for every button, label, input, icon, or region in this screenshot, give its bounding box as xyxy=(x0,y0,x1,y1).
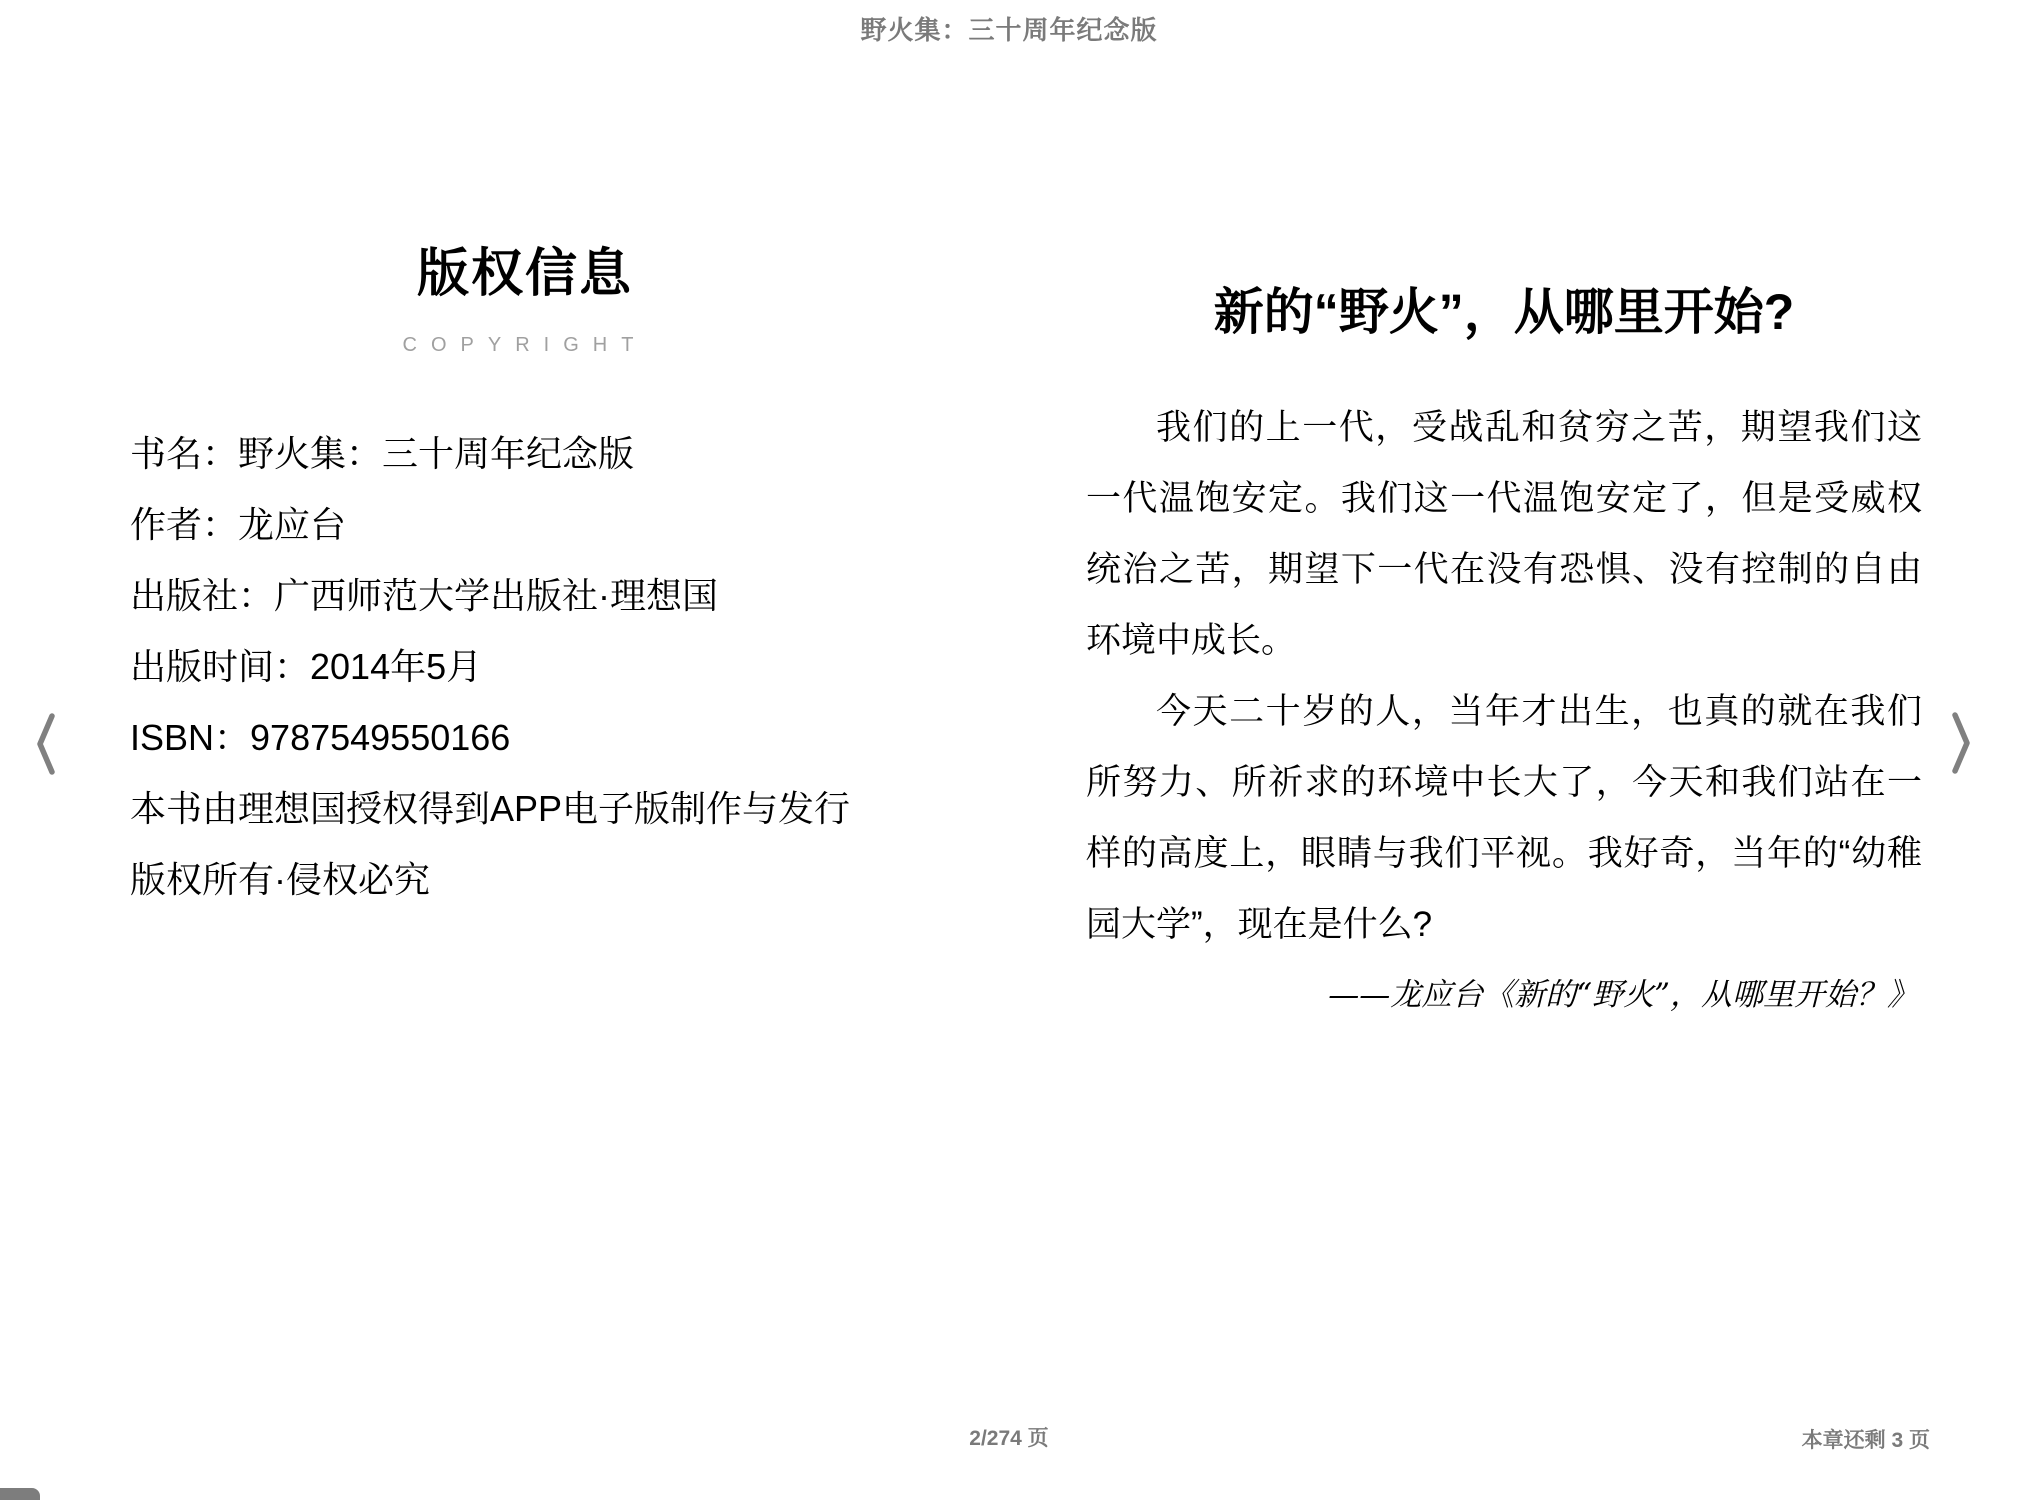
info-label: 作者： xyxy=(130,504,239,545)
chevron-right-icon xyxy=(1941,703,1981,783)
info-label: ISBN： xyxy=(130,717,251,758)
chapter-remaining: 本章还剩 3 页 xyxy=(1801,1429,1930,1452)
info-book-name xyxy=(130,418,850,489)
info-value: 版权所有·侵权必究 xyxy=(130,859,430,900)
chapter-body xyxy=(1086,392,1922,1031)
info-author xyxy=(130,489,850,560)
info-isbn xyxy=(130,702,850,773)
info-license xyxy=(130,773,850,844)
body-paragraph: 今天二十岁的人，当年才出生，也真的就在我们所努力、所祈求的环境中长大了，今天和我们站在一样的高度上，眼睛与我们平视。我好奇，当年的“幼稚园大学”，现在是什么? xyxy=(1086,692,1922,944)
info-label: 出版社： xyxy=(130,575,275,616)
info-label: 出版时间： xyxy=(130,646,311,687)
info-value: 9787549550166 xyxy=(250,717,511,758)
info-value: 2014年5月 xyxy=(310,646,483,687)
body-paragraph: 我们的上一代，受战乱和贫穷之苦，期望我们这一代温饱安定。我们这一代温饱安定了，但是受威权统治之苦，期望下一代在没有恐惧、没有控制的自由环境中成长。 xyxy=(1086,408,1922,660)
quote-attribution: ——龙应台《新的“野火”，从哪里开始？》 xyxy=(1328,977,1918,1013)
info-value: 广西师范大学出版社·理想国 xyxy=(274,575,719,616)
info-value: 本书由理想国授权得到APP电子版制作与发行 xyxy=(130,788,851,829)
chevron-left-icon xyxy=(26,704,66,784)
info-publish-date xyxy=(130,631,850,702)
info-rights xyxy=(130,844,850,915)
info-publisher xyxy=(130,560,850,631)
chapter-title: 新的“野火”，从哪里开始? xyxy=(1213,284,1795,340)
info-value: 野火集：三十周年纪念版 xyxy=(238,433,635,474)
copyright-info-list xyxy=(130,418,850,915)
book-title-header: 野火集：三十周年纪念版 xyxy=(860,15,1158,45)
info-label: 书名： xyxy=(130,433,239,474)
next-page-button[interactable] xyxy=(1941,703,1981,783)
info-value: 龙应台 xyxy=(238,504,347,545)
copyright-title: 版权信息 xyxy=(416,245,633,303)
corner-handle[interactable] xyxy=(0,1488,40,1500)
page-indicator: 2/274 页 xyxy=(969,1427,1049,1450)
previous-page-button[interactable] xyxy=(26,704,66,784)
copyright-subtitle: COPYRIGHT xyxy=(402,334,648,356)
